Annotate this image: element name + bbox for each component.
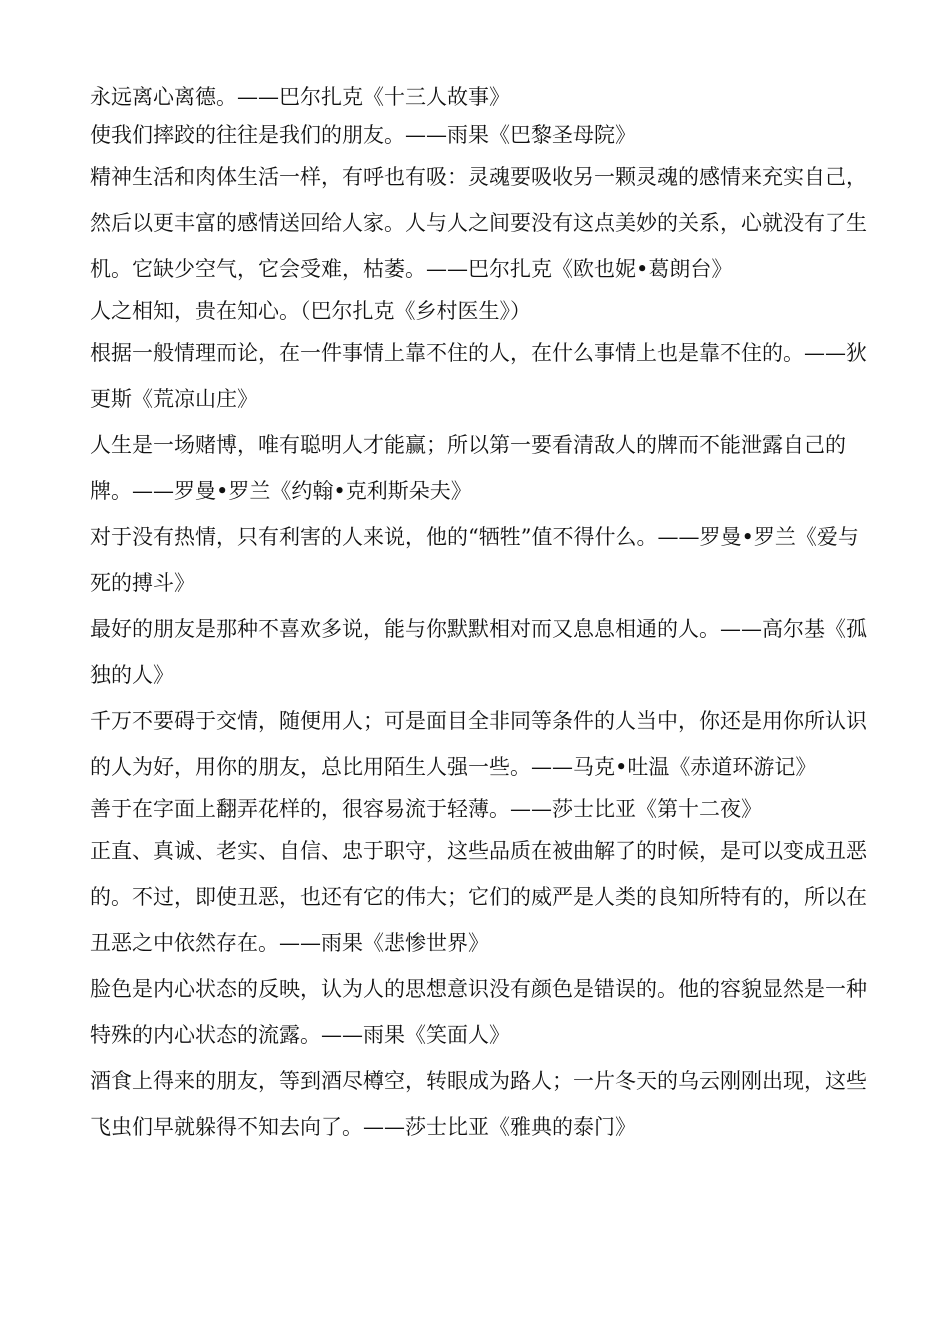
document-page [90, 78, 870, 1150]
quote-paragraph: 善于在字面上翻弄花样的，很容易流于轻薄。——莎士比亚《第十二夜》 [90, 797, 762, 821]
quote-paragraph: 千万不要碍于交情，随便用人；可是面目全非同等条件的人当中，你还是用你所认识的人为好，用你的朋友，总比用陌生人强一些。——马克•吐温《赤道环游记》 [90, 709, 867, 779]
quote-paragraph: 使我们摔跤的往往是我们的朋友。——雨果《巴黎圣母院》 [90, 123, 636, 147]
quote-paragraph: 酒食上得来的朋友，等到酒尽樽空，转眼成为路人；一片冬天的乌云刚刚出现，这些飞虫们早就躲得不知去向了。——莎士比亚《雅典的泰门》 [90, 1069, 867, 1139]
quote-paragraph: 脸色是内心状态的反映，认为人的思想意识没有颜色是错误的。他的容貌显然是一种特殊的内心状态的流露。——雨果《笑面人》 [90, 977, 867, 1047]
quote-paragraph: 人之相知，贵在知心。（巴尔扎克《乡村医生》） [90, 299, 531, 323]
quote-paragraph: 最好的朋友是那种不喜欢多说，能与你默默相对而又息息相通的人。——高尔基《孤独的人》 [90, 617, 867, 687]
quote-paragraph: 精神生活和肉体生活一样，有呼也有吸：灵魂要吸收另一颗灵魂的感情来充实自己，然后以更丰富的感情送回给人家。人与人之间要没有这点美妙的关系，心就没有了生机。它缺少空气，它会受难，枯萎。——巴尔扎克《欧也妮•葛朗台》 [90, 165, 867, 281]
quote-paragraph: 根据一般情理而论，在一件事情上靠不住的人，在什么事情上也是靠不住的。——狄更斯《荒凉山庄》 [90, 341, 867, 411]
quote-paragraph: 正直、真诚、老实、自信、忠于职守，这些品质在被曲解了的时候，是可以变成丑恶的。不过，即使丑恶，也还有它的伟大；它们的威严是人类的良知所特有的，所以在丑恶之中依然存在。——雨果《悲惨世界》 [90, 839, 867, 955]
quote-paragraph: 对于没有热情，只有利害的人来说，他的“牺牲”值不得什么。——罗曼•罗兰《爱与死的搏斗》 [90, 525, 859, 595]
quote-paragraph: 人生是一场赌博，唯有聪明人才能赢；所以第一要看清敌人的牌而不能泄露自己的牌。——罗曼•罗兰《约翰•克利斯朵夫》 [90, 433, 846, 503]
quote-paragraph: 永远离心离德。——巴尔扎克《十三人故事》 [90, 85, 510, 109]
